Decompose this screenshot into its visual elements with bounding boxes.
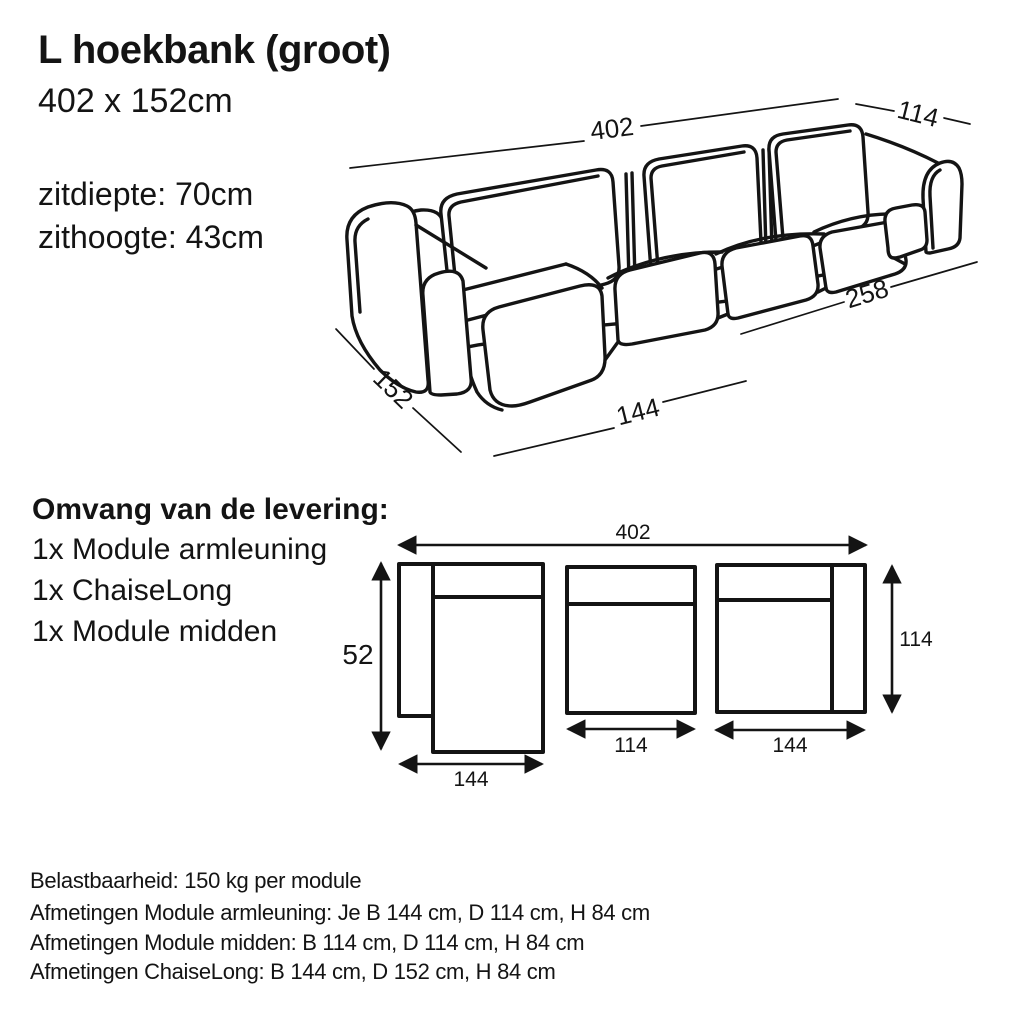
footer-dim-middle-module: Afmetingen Module midden: B 114 cm, D 114 cm, H 84 cm — [30, 930, 585, 955]
sofa-dim-front-label: 258 — [841, 272, 892, 315]
footer-dim-armrest-module: Afmetingen Module armleuning: Je B 144 cm, D 114 cm, H 84 cm — [30, 900, 650, 925]
sofa-dim-width-label: 402 — [588, 110, 636, 147]
footer-load-capacity: Belastbaarheid: 150 kg per module — [30, 868, 362, 893]
page-title: L hoekbank (groot) — [38, 28, 391, 72]
module-chaise-outline — [399, 564, 543, 752]
schematic-right-depth-label: 114 — [899, 628, 933, 651]
delivery-item-middle: 1x Module midden — [32, 615, 278, 648]
back-seam-left — [626, 173, 635, 280]
schematic-right-width-label: 144 — [772, 734, 808, 757]
module-middle-outline — [567, 567, 695, 713]
module-right-outline — [717, 565, 865, 712]
sofa-back-top-right-edge — [866, 134, 938, 163]
schematic-middle-width-label: 114 — [614, 734, 648, 757]
module-right-rect — [717, 565, 865, 712]
module-chaise-armrest-rect — [399, 564, 433, 716]
module-chaise-body-rect — [433, 564, 543, 752]
front-cube-4 — [885, 205, 927, 258]
sofa-dim-chaise-width-label: 144 — [613, 391, 663, 432]
page-subtitle: 402 x 152cm — [38, 82, 233, 120]
sofa-dim-chaise-depth-label: 152 — [367, 362, 420, 415]
schematic-arrows — [381, 545, 892, 764]
delivery-item-armrest: 1x Module armleuning — [32, 533, 328, 566]
spec-seat-depth: zitdiepte: 70cm — [38, 176, 254, 212]
delivery-item-chaiselong: 1x ChaiseLong — [32, 574, 233, 607]
schematic-total-width-label: 402 — [615, 521, 651, 544]
schematic-chaise-width-label: 144 — [453, 768, 489, 791]
delivery-heading: Omvang van de levering: — [32, 493, 389, 526]
right-armrest — [923, 161, 962, 253]
module-middle-rect — [567, 567, 695, 713]
module-schematic — [381, 545, 892, 764]
sofa-dim-depth-label: 114 — [894, 93, 942, 134]
footer-dim-chaiselong: Afmetingen ChaiseLong: B 144 cm, D 152 cm, H 84 cm — [30, 959, 556, 984]
armrest-front-cushion — [423, 271, 471, 395]
spec-seat-height: zithoogte: 43cm — [38, 219, 264, 255]
schematic-chaise-length-label: 52 — [342, 639, 374, 670]
front-cube-2 — [722, 236, 818, 319]
